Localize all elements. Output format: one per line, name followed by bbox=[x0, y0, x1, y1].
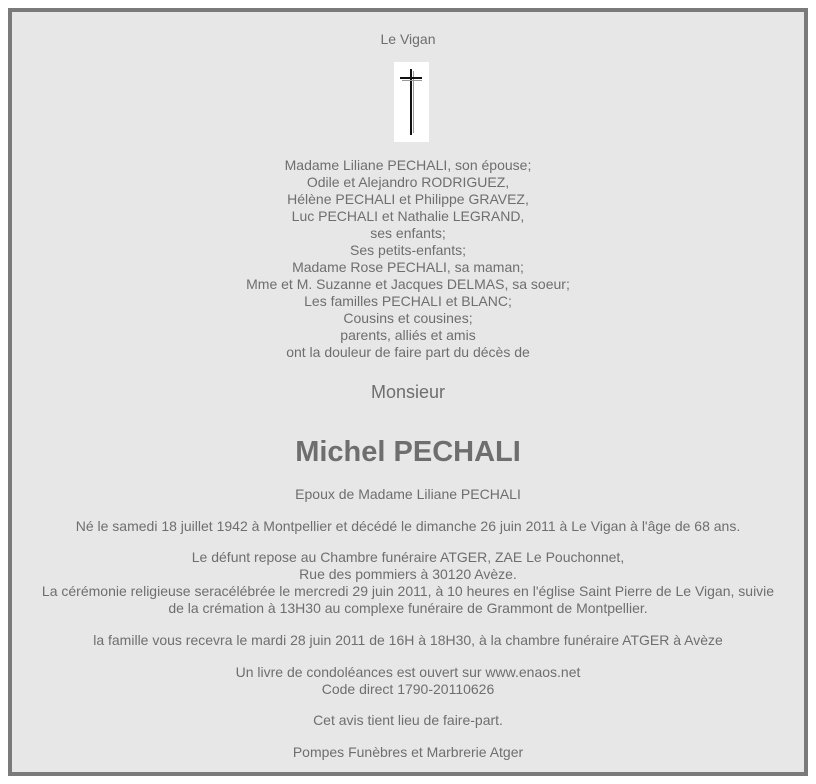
family-line: Luc PECHALI et Nathalie LEGRAND, bbox=[291, 208, 525, 224]
deceased-name: Michel PECHALI bbox=[295, 436, 521, 468]
family-line: Hélène PECHALI et Philippe GRAVEZ, bbox=[287, 191, 529, 207]
deceased-title: Monsieur bbox=[370, 382, 446, 402]
family-line: Madame Rose PECHALI, sa maman; bbox=[292, 259, 524, 275]
family-line: Cousins et cousines; bbox=[343, 310, 473, 326]
family-line: Madame Liliane PECHALI, son épouse; bbox=[284, 157, 532, 173]
ceremony-line: Le défunt repose au Chambre funéraire ATGER, ZAE Le Pouchonnet, bbox=[191, 549, 625, 565]
ceremony-line: La cérémonie religieuse seracélébrée le mercredi 29 juin 2011, à 10 heures en l'église Saint Pierre de Le Vigan, suivie bbox=[41, 583, 775, 599]
condolences-block bbox=[12, 664, 804, 698]
family-line: ses enfants; bbox=[370, 225, 446, 241]
funeral-home-name: Pompes Funèbres et Marbrerie Atger bbox=[292, 744, 524, 760]
ceremony-line: Rue des pommiers à 30120 Avèze. bbox=[299, 566, 517, 582]
obituary-notice bbox=[8, 8, 808, 776]
family-line: parents, alliés et amis bbox=[340, 327, 476, 343]
ceremony-details bbox=[12, 549, 804, 617]
direct-code-line: Code direct 1790-20110626 bbox=[321, 681, 495, 697]
spouse-line: Epoux de Madame Liliane PECHALI bbox=[295, 486, 521, 502]
faire-part-line: Cet avis tient lieu de faire-part. bbox=[313, 712, 503, 728]
family-list bbox=[12, 157, 804, 361]
family-line: Ses petits-enfants; bbox=[350, 242, 466, 258]
cross-icon bbox=[394, 62, 429, 142]
birth-death-line: Né le samedi 18 juillet 1942 à Montpellier et décédé le dimanche 26 juin 2011 à Le Vigan à l'âge de 68 ans. bbox=[75, 518, 741, 534]
reception-line: la famille vous recevra le mardi 28 juin 2011 de 16H à 18H30, à la chambre funéraire ATGER à Avèze bbox=[93, 632, 723, 648]
family-line: Mme et M. Suzanne et Jacques DELMAS, sa soeur; bbox=[246, 276, 570, 292]
family-line: ont la douleur de faire part du décès de bbox=[286, 344, 530, 360]
ceremony-line: de la crémation à 13H30 au complexe funéraire de Grammont de Montpellier. bbox=[168, 600, 648, 616]
town-name: Le Vigan bbox=[380, 31, 436, 47]
condolence-book-line: Un livre de condoléances est ouvert sur www.enaos.net bbox=[235, 664, 581, 680]
family-line: Odile et Alejandro RODRIGUEZ, bbox=[306, 174, 510, 190]
family-line: Les familles PECHALI et BLANC; bbox=[304, 293, 512, 309]
